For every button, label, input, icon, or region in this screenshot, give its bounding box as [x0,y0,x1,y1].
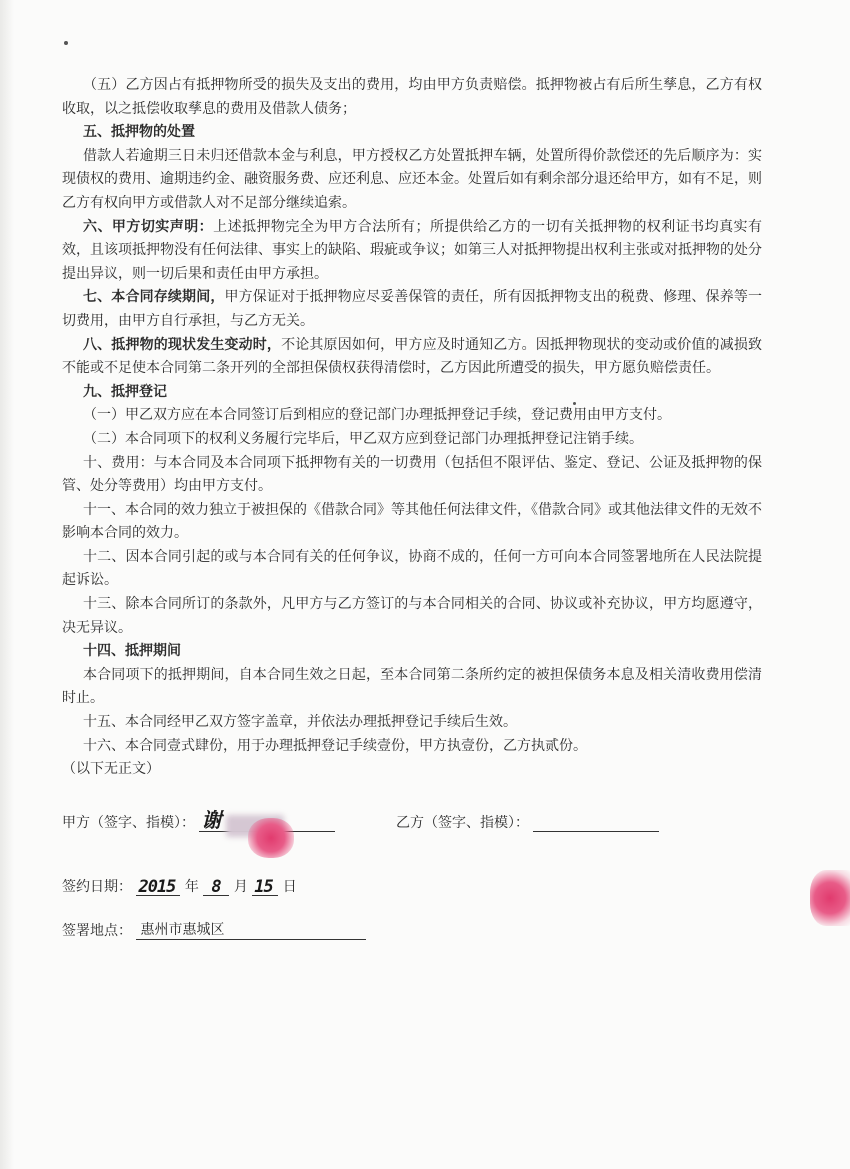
date-day-unit: 日 [282,879,297,895]
date-month-unit: 月 [233,879,248,895]
contract-body [62,74,762,782]
paragraph-text: 十六、本合同壹式肆份，用于办理抵押登记手续壹份，甲方执壹份，乙方执贰份。 [83,737,587,754]
contract-paragraph [62,664,762,711]
paragraph-text: 十、费用：与本合同及本合同项下抵押物有关的一切费用（包括但不限评估、鉴定、登记、公证及抵押物的保管、处分等费用）均由甲方支付。 [62,454,762,495]
contract-paragraph [62,404,762,428]
clause-lead: 七、本合同存续期间， [83,289,225,306]
signing-location [62,920,366,940]
party-b-label: 乙方（签字、指模）： [396,815,529,831]
date-day-line [252,877,278,896]
section-heading [62,381,762,405]
paragraph-text: （二）本合同项下的权利义务履行完毕后，甲乙双方应到登记部门办理抵押登记注销手续。 [83,430,643,447]
paragraph-text: 十三、除本合同所订的条款外，凡甲方与乙方签订的与本合同相关的合同、协议或补充协议，甲方均愿遵守，决无异议。 [62,596,762,636]
signing-date [62,876,297,896]
date-month-handwriting: 8 [211,877,221,897]
party-b-signature-line [533,813,659,832]
paragraph-text: 十四、抵押期间 [83,643,181,660]
paragraph-text: （一）甲乙双方应在本合同签订后到相应的登记部门办理抵押登记手续，登记费用由甲方支付。 [83,407,671,424]
contract-paragraph [62,711,762,735]
paragraph-text: 本合同项下的抵押期间，自本合同生效之日起，至本合同第二条所约定的被担保债务本息及相关清收费用偿清时止。 [62,666,762,707]
contract-paragraph [62,452,762,499]
location-value: 惠州市惠城区 [140,922,225,938]
date-year-handwriting: 2015 [138,877,176,897]
paragraph-text: 借款人若逾期三日未归还借款本金与利息，甲方授权乙方处置抵押车辆，处置所得价款偿还的先后顺序为：实现债权的费用、逾期违约金、融资服务费、应还利息、应还本金。处置后如有剩余部分退还给甲方，如有不足，则乙方有权向甲方或借款人对不足部分继续追索。 [62,147,762,211]
contract-paragraph [62,593,762,640]
location-line [136,921,366,940]
contract-paragraph [62,216,762,287]
contract-paragraph [62,334,762,381]
edge-fingerprint-stamp [810,870,850,926]
party-a-signature [62,808,335,832]
paragraph-text: 不论其原因如何，甲方应及时通知乙方。因抵押物现状的变动或价值的减损致不能或不足使本合同第二条开列的全部担保债权获得清偿时，乙方因此所遭受的损失，甲方愿负赔偿责任。 [62,336,763,377]
paragraph-text: 十一、本合同的效力独立于被担保的《借款合同》等其他任何法律文件，《借款合同》或其他法律文件的无效不影响本合同的效力。 [62,501,762,542]
date-year-unit: 年 [184,879,199,895]
paragraph-text: 上述抵押物完全为甲方合法所有；所提供给乙方的一切有关抵押物的权利证书均真实有效，且该项抵押物没有任何法律、事实上的缺陷、瑕疵或争议；如第三人对抵押物提出权利主张或对抵押物的处分提出异议，则一切后果和责任由甲方承担。 [62,218,762,282]
paragraph-text: 十二、因本合同引起的或与本合同有关的任何争议，协商不成的，任何一方可向本合同签署地所在人民法院提起诉讼。 [62,548,762,589]
contract-paragraph [62,546,762,593]
date-label: 签约日期： [62,879,132,895]
contract-paragraph [62,74,762,121]
date-month-line [203,877,229,896]
clause-lead: 八、抵押物的现状发生变动时， [83,336,282,353]
fingerprint-stamp [248,818,294,858]
party-b-signature [396,812,659,832]
contract-paragraph [62,428,762,452]
date-year-line [136,877,180,896]
contract-paragraph [62,145,762,216]
party-a-label: 甲方（签字、指模）： [62,815,195,831]
clause-lead: 六、甲方切实声明： [83,218,214,235]
paragraph-text: 九、抵押登记 [83,383,167,400]
scan-speck [64,41,68,45]
party-a-handwriting: 谢 [201,808,221,832]
location-label: 签署地点： [62,923,132,939]
paragraph-text: 五、抵押物的处置 [83,124,195,141]
contract-paragraph [62,758,762,782]
contract-paragraph [62,735,762,759]
date-day-handwriting: 15 [254,877,273,897]
paragraph-text: 十五、本合同经甲乙双方签字盖章，并依法办理抵押登记手续后生效。 [83,714,517,731]
section-heading [62,640,762,664]
paragraph-text: （五）乙方因占有抵押物所受的损失及支出的费用，均由甲方负责赔偿。抵押物被占有后所生孳息，乙方有权收取，以之抵偿收取孳息的费用及借款人债务； [62,77,762,117]
paragraph-text: 甲方保证对于抵押物应尽妥善保管的责任，所有因抵押物支出的税费、修理、保养等一切费用，由甲方自行承担，与乙方无关。 [62,289,763,329]
contract-paragraph [62,286,762,333]
contract-paragraph [62,499,762,546]
scan-edge-shadow [0,0,14,1169]
section-heading [62,121,762,145]
paragraph-text: （以下无正文） [62,761,160,778]
